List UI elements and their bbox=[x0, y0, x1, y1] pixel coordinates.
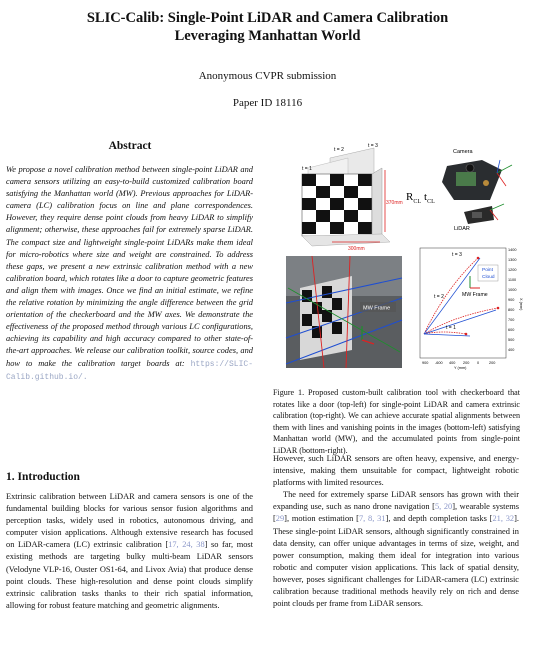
y-tick: 1300 bbox=[508, 258, 517, 262]
intro-paragraph bbox=[273, 489, 519, 610]
x-tick: 200 bbox=[463, 361, 470, 365]
x-tick: 0 bbox=[477, 361, 480, 365]
x-tick: -600 bbox=[435, 361, 443, 365]
intro-text: ]. These single-point LiDAR sensors, although significantly constrained in data density, can offer unique advantages in terms of size, weight, and power consumption, making them ideal for integration into various robotic and computer vision applications. This lack of spatial density, however, poses significant challenges for LiDAR-camera (LC) extrinsic calibration because traditional methods heavily rely on rich and dense point clouds per frame from LiDAR sensors. bbox=[273, 514, 520, 609]
intro-paragraph: However, such LiDAR sensors are often heavy, expensive, and energy-intensive, making them unsuitable for compact, lightweight robotic platforms with limited resources. bbox=[273, 454, 519, 488]
sensor-photo bbox=[442, 149, 512, 232]
y-tick: 600 bbox=[508, 328, 515, 332]
y-tick: 900 bbox=[508, 298, 515, 302]
plot-t1-label: t = 1 bbox=[446, 325, 456, 331]
intro-text: ], wearable systems [ bbox=[273, 502, 519, 524]
lidar-label: LiDAR bbox=[454, 226, 470, 232]
y-tick: 1100 bbox=[508, 278, 517, 282]
y-axis-ticks bbox=[508, 248, 516, 352]
x-axis-ticks bbox=[422, 361, 495, 365]
intro-text: ] so far, most existing methods are targeting bulky multi-beam LiDAR sensors (Velodyne VLP-16, Ouster OS1-64, and Livox Avia) that produce dense point clouds. These high-resolution and dense point clouds simplify extrinsic calibration tasks thanks to their rich spatial information, allowing for robust feature matching and geometric alignments. bbox=[6, 540, 253, 610]
point-cloud-plot bbox=[420, 248, 523, 370]
intro-text: ], motion estimation [ bbox=[284, 514, 359, 524]
t1-label: t = 1 bbox=[302, 166, 312, 172]
project-url-link[interactable]: https://SLIC-Calib.github.io/. bbox=[6, 359, 253, 382]
checkerboard bbox=[302, 174, 372, 236]
y-tick: 500 bbox=[508, 338, 515, 342]
plot-legend-cloud: Cloud bbox=[482, 275, 495, 280]
plot-mw-frame-label: MW Frame bbox=[462, 292, 488, 298]
t2-label: t = 2 bbox=[334, 147, 344, 153]
t3-label: t = 3 bbox=[368, 143, 378, 149]
y-tick: 400 bbox=[508, 348, 515, 352]
transform-label: $R_{CL}$ $t_{CL}$ bbox=[406, 191, 435, 205]
x-axis-label: Y (mm) bbox=[454, 366, 467, 370]
citation-link[interactable]: 21, 32 bbox=[492, 514, 515, 524]
citation-link[interactable]: 5, 20 bbox=[434, 502, 453, 512]
plot-t2-label: t = 2 bbox=[434, 294, 444, 300]
mw-frame-photo-label: MW Frame bbox=[363, 305, 391, 312]
y-tick: 1400 bbox=[508, 248, 517, 252]
figure-caption: Figure 1. Proposed custom-built calibration tool with checkerboard that rotates like a door (top-left) for single-point LiDAR and camera extrinsic calibration (top-right). We can achieve accurate spatial alignments between them with lines and vanishing points in the images (bottom-left) satisfying Manhattan world (MW), and the accumulated points from single-point LiDAR (bottom-right). bbox=[273, 388, 520, 455]
section-heading-introduction: 1. Introduction bbox=[6, 471, 80, 483]
y-axis-label: X (mm) bbox=[519, 298, 523, 311]
y-tick: 800 bbox=[508, 308, 515, 312]
author-line: Anonymous CVPR submission bbox=[198, 70, 337, 82]
x-tick: 200 bbox=[489, 361, 496, 365]
abstract-heading: Abstract bbox=[108, 140, 152, 152]
intro-left-column bbox=[6, 491, 253, 612]
citation-link[interactable]: 7, 8, 31 bbox=[358, 514, 386, 524]
paper-title bbox=[0, 9, 535, 45]
plot-t3-label: t = 3 bbox=[452, 252, 462, 258]
abstract-text: We propose a novel calibration method between single-point LiDAR and camera sensors utilizing an easy-to-build customized calibration board satisfying the Manhattan world (MW). Previous approaches for LiDAR-camera (LC) calibration focus on line and plane correspondences. However, they require dense point clouds from heavy LiDAR to simplify alignment; otherwise, these approaches fail for extremely sparse LiDAR. The compact size and lightweight single-point LiDARs make them ideal for micro-robotics where size and weight are constrained. To address these gaps, we present a new extrinsic calibration method with a new calibration board, which rotates like a door to capture geometric features and align them with images. Once we find an initial estimate, we refine the relative rotation by minimizing the angle difference between the grid orientation of the checkerboard and the MW axes. We demonstrate the effectiveness of the proposed method through various LC configurations, achieving its capability and high accuracy compared to other state-of-the-art approaches. We release our calibration toolkit, source codes, and how to make the calibration target boards at: bbox=[6, 165, 253, 368]
dim-vertical-label: 370mm bbox=[386, 200, 403, 206]
citation-link[interactable]: 17, 24, 38 bbox=[168, 540, 205, 550]
intro-text: The need for extremely sparse LiDAR sensors has grown with their expanding use, such as nano drone navigation [ bbox=[273, 490, 519, 512]
intro-right-column bbox=[273, 453, 519, 610]
abstract-body bbox=[6, 164, 253, 384]
title-line-2: Leveraging Manhattan World bbox=[174, 28, 361, 44]
x-tick: 900 bbox=[422, 361, 429, 365]
title-line-1: SLIC-Calib: Single-Point LiDAR and Camera Calibration bbox=[86, 10, 449, 26]
paper-id: Paper ID 18116 bbox=[232, 97, 303, 109]
intro-text: Extrinsic calibration between LiDAR and camera sensors is one of the fundamental building blocks for various sensor fusion algorithms and perception tasks, widely used in robotics, autonomous driving, and computer vision applications. Although extensive research has focused on LiDAR-camera (LC) extrinsic calibration [ bbox=[6, 492, 253, 550]
mw-photo bbox=[286, 256, 402, 368]
intro-text: ], and depth completion tasks [ bbox=[385, 514, 493, 524]
y-tick: 700 bbox=[508, 318, 515, 322]
y-tick: 1200 bbox=[508, 268, 517, 272]
x-tick: 400 bbox=[449, 361, 456, 365]
dim-horizontal-label: 300mm bbox=[348, 246, 365, 252]
plot-legend-point: Point bbox=[482, 268, 493, 273]
checkerboard-illustration bbox=[302, 143, 403, 252]
citation-link[interactable]: 29 bbox=[275, 514, 285, 524]
camera-label: Camera bbox=[453, 149, 473, 155]
y-tick: 1000 bbox=[508, 288, 517, 292]
